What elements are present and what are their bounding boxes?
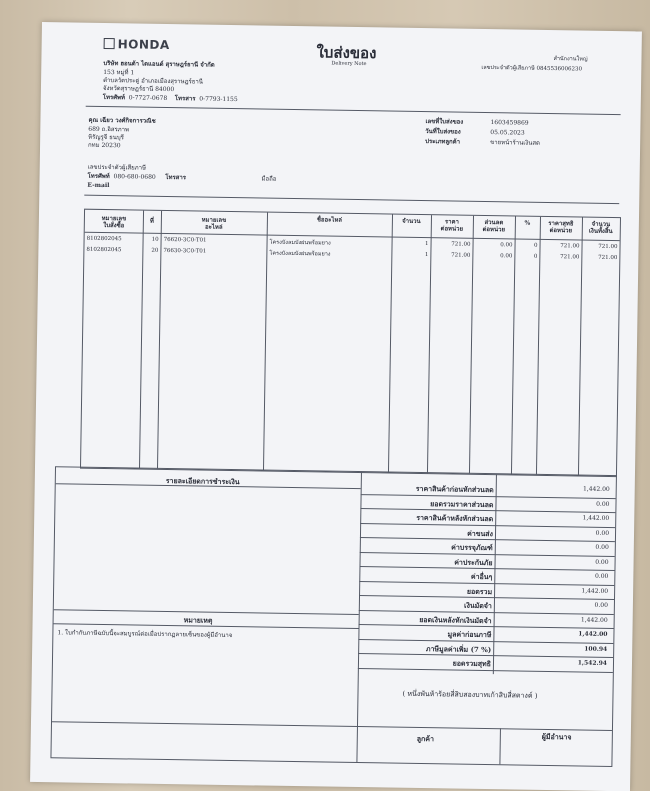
summary-label: ราคาสินค้าหลังหักส่วนลด	[416, 512, 494, 524]
cell-line: 20	[151, 247, 159, 254]
col-header-amount: จำนวน เงินทั้งสิ้น	[588, 220, 613, 235]
company-address-3: จังหวัดสุราษฎร์ธานี 84000	[102, 84, 175, 94]
company-phone: โทรศัพท์ 0-7727-0678 โทรสาร 0-7793-1155	[102, 93, 238, 104]
customer-type-label: ประเภทลูกค้า	[425, 138, 461, 146]
summary-label: มูลค่าก่อนภาษี	[447, 629, 492, 640]
document-title: ใบส่งของ	[316, 43, 377, 63]
customer-divider	[84, 195, 619, 204]
company-name: บริษัท ฮอนด้า ไดแอนด์ สุราษฎร์ธานี จำกัด	[103, 59, 215, 69]
delivery-note-document	[30, 22, 642, 791]
cell-po: 8102802045	[86, 235, 122, 243]
honda-wing-icon	[104, 38, 115, 49]
cell-line: 10	[151, 236, 159, 243]
col-header-qty: จำนวน	[402, 217, 421, 225]
cell-unit-price: 721.00	[451, 252, 471, 259]
summary-label: ภาษีมูลค่าเพิ่ม (7 %)	[425, 643, 492, 654]
col-divider	[263, 213, 268, 471]
summary-value: 1,542.94	[577, 659, 608, 667]
summary-row	[358, 654, 613, 673]
remarks-label: หมายเหตุ	[183, 615, 213, 625]
customer-address-3: กทม 20230	[88, 141, 121, 150]
summary-value: 1,442.00	[580, 616, 608, 624]
cell-part-name: โครงบังลมบังฝนพร้อมยาง	[269, 250, 331, 258]
summary-value: 0.00	[595, 543, 609, 551]
customer-name: คุณ เฉียว วงศ์กิจการวณิช	[88, 116, 156, 125]
doc-date-label: วันที่ใบส่งของ	[425, 128, 461, 136]
signature-divider	[499, 728, 501, 764]
remarks-top-line	[54, 609, 359, 615]
company-address-2: ตำบลวัดประดู่ อำเภอเมืองสุราษฎร์ธานี	[103, 76, 203, 86]
cell-amount: 721.00	[598, 243, 618, 251]
cell-qty: 1	[424, 252, 429, 259]
summary-value: 0.00	[595, 558, 609, 566]
honda-logo: HONDA	[104, 37, 170, 52]
col-header-unit-price: ราคา ต่อหน่วย	[440, 218, 464, 233]
cell-percent: 0	[533, 253, 538, 260]
amount-in-words: ( หนึ่งพันห้าร้อยสี่สิบสองบาทเก้าสิบสี่สตางค์ )	[402, 689, 538, 700]
summary-value: 0.00	[594, 601, 608, 609]
cell-part-name: โครงบังลมบังฝนพร้อมยาง	[269, 239, 331, 247]
customer-signature-label: ลูกค้า	[416, 733, 435, 744]
summary-section	[50, 466, 617, 767]
signature-line	[52, 721, 612, 731]
summary-value: 0.00	[595, 529, 610, 537]
document-subtitle: Delivery Note	[331, 60, 367, 68]
cell-part-no: 76630-3C0-T01	[163, 247, 207, 255]
summary-label: ยอดรวม	[466, 586, 493, 596]
remark-text: 1. ใบกำกับภาษีฉบับนี้จะสมบูรณ์ต่อเมื่อปรากฏลายเซ็นของผู้มีอำนาจ	[57, 629, 233, 640]
customer-phone: โทรศัพท์ 080-680-0680 โทรสาร	[87, 172, 187, 182]
summary-label: เงินมัดจำ	[464, 600, 492, 611]
col-header-po: หมายเลข ใบสั่งซื้อ	[101, 214, 127, 230]
cell-unit-price: 721.00	[451, 241, 471, 248]
cell-amount: 721.00	[598, 254, 618, 262]
summary-value: 1,442.00	[582, 514, 610, 522]
cell-part-no: 76620-3C0-T01	[163, 236, 207, 244]
customer-type-value: ขายหน้าร้านเงินสด	[490, 139, 540, 147]
customer-tax-label: เลขประจำตัวผู้เสียภาษี	[87, 163, 147, 172]
branch-label: สำนักงานใหญ่	[553, 56, 588, 63]
col-header-discount: ส่วนลด ต่อหน่วย	[482, 218, 506, 234]
summary-table	[358, 472, 616, 676]
cell-percent: 0	[533, 242, 538, 249]
customer-email-label: E-mail	[87, 181, 110, 190]
summary-label: ราคาสินค้าก่อนหักส่วนลด	[415, 483, 494, 495]
doc-date-value: 05.05.2023	[490, 129, 525, 137]
company-tax-id: เลขประจำตัวผู้เสียภาษี 0845536006230	[481, 64, 583, 73]
company-address-1: 153 หมู่ที่ 1	[103, 68, 135, 77]
summary-value: 1,442.00	[582, 485, 610, 493]
cell-discount: 0.00	[500, 242, 513, 249]
summary-label: ค่าอื่นๆ	[470, 571, 493, 582]
col-header-no: ที่	[149, 217, 154, 225]
doc-no-value: 1603459869	[490, 119, 529, 127]
customer-mobile-label: มือถือ	[261, 175, 277, 183]
doc-no-label: เลขที่ใบส่งของ	[425, 118, 464, 126]
summary-label: ยอดรวมราคาส่วนลด	[430, 498, 494, 509]
cell-net-price: 721.00	[560, 254, 580, 261]
authorized-signature-label: ผู้มีอำนาจ	[541, 731, 572, 742]
summary-value: 100.94	[584, 645, 608, 653]
col-header-part-no: หมายเลข อะไหล่	[201, 216, 227, 231]
cell-po: 8102802045	[86, 246, 122, 254]
summary-label: ค่าประกันภัย	[454, 557, 493, 567]
summary-label: ค่าบรรจุภัณฑ์	[451, 542, 493, 553]
cell-net-price: 721.00	[560, 243, 580, 250]
summary-value: 0.00	[596, 500, 610, 508]
summary-label: ค่าขนส่ง	[467, 528, 494, 538]
summary-label: ยอดเงินหลังหักเงินมัดจำ	[419, 614, 492, 625]
col-header-percent: %	[524, 219, 531, 227]
items-table	[80, 209, 621, 477]
summary-value: 1,442.00	[578, 630, 608, 638]
header-divider	[86, 106, 621, 115]
cell-qty: 1	[425, 241, 429, 248]
col-header-part-name: ชื่ออะไหล่	[316, 216, 343, 224]
col-header-net-price: ราคาสุทธิ ต่อหน่วย	[548, 219, 574, 235]
summary-value: 0.00	[594, 572, 609, 580]
cell-discount: 0.00	[500, 253, 513, 260]
payment-details-label: รายละเอียดการชำระเงิน	[165, 476, 240, 487]
customer-address-2: หิรัญรูจี ธนบุรี	[88, 133, 124, 142]
summary-label: ยอดรวมสุทธิ	[452, 658, 492, 669]
customer-address-1: 689 ถ.อิสรภาพ	[88, 125, 130, 134]
summary-value: 1,442.00	[581, 587, 609, 595]
